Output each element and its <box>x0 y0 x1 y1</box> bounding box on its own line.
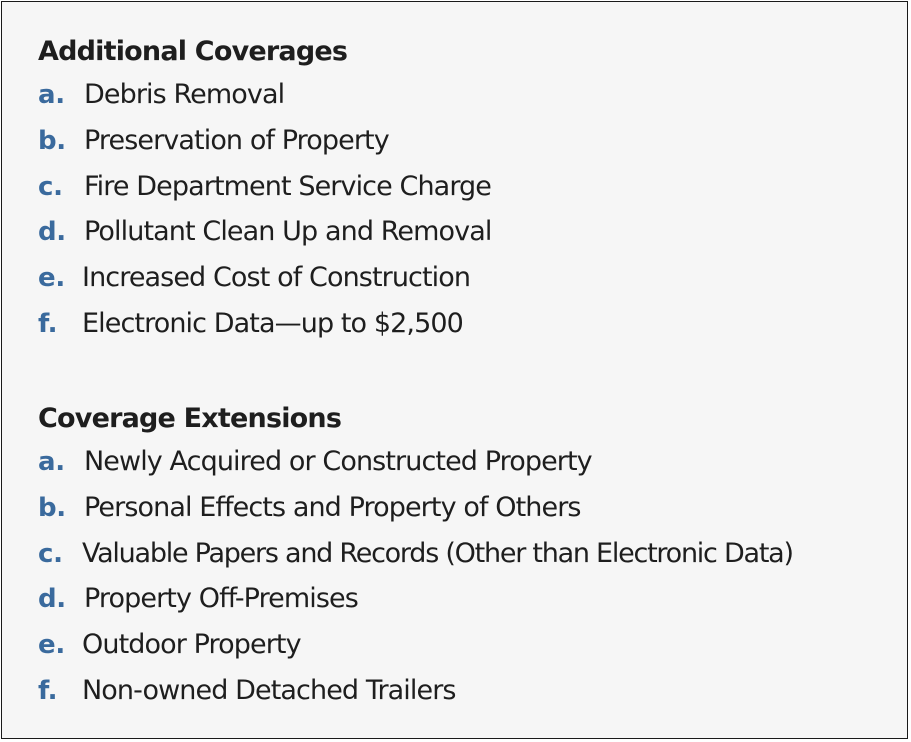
section-heading: Additional Coverages <box>38 36 348 67</box>
list-item <box>38 485 897 531</box>
list-item <box>38 118 897 164</box>
list-item <box>38 531 897 577</box>
coverage-extensions-section <box>38 399 897 714</box>
item-letter: e. <box>38 630 65 661</box>
item-text: Property Off-Premises <box>84 583 358 615</box>
item-text: Debris Removal <box>84 79 285 110</box>
item-letter: d. <box>38 217 66 248</box>
item-letter: f. <box>38 675 58 706</box>
list-item <box>38 668 897 714</box>
item-letter: e. <box>38 263 65 294</box>
item-text: Pollutant Clean Up and Removal <box>84 216 492 248</box>
item-text: Personal Effects and Property of Others <box>84 491 581 523</box>
item-text: Fire Department Service Charge <box>84 170 491 202</box>
item-text: Valuable Papers and Records (Other than Electronic Data) <box>82 537 793 569</box>
section-heading: Coverage Extensions <box>38 403 342 434</box>
item-letter: c. <box>38 171 63 202</box>
list-item <box>38 72 897 118</box>
additional-coverages-list <box>38 72 897 347</box>
list-item <box>38 576 897 622</box>
item-text: Non-owned Detached Trailers <box>82 674 456 706</box>
list-item <box>38 622 897 668</box>
list-item <box>38 301 897 347</box>
list-item <box>38 209 897 255</box>
additional-coverages-section <box>38 32 897 347</box>
item-letter: b. <box>38 492 66 523</box>
item-text: Outdoor Property <box>82 629 301 661</box>
item-letter: c. <box>38 538 63 569</box>
item-text: Electronic Data—up to $2,500 <box>82 307 463 339</box>
coverage-extensions-list <box>38 439 897 714</box>
coverage-panel <box>1 1 908 739</box>
list-item <box>38 439 897 485</box>
item-text: Preservation of Property <box>84 124 389 156</box>
item-text: Increased Cost of Construction <box>82 262 471 294</box>
item-letter: a. <box>38 80 65 110</box>
list-item <box>38 164 897 210</box>
item-text: Newly Acquired or Constructed Property <box>84 446 592 477</box>
item-letter: d. <box>38 584 66 615</box>
list-item <box>38 255 897 301</box>
item-letter: f. <box>38 308 58 339</box>
item-letter: b. <box>38 125 66 156</box>
item-letter: a. <box>38 447 65 477</box>
